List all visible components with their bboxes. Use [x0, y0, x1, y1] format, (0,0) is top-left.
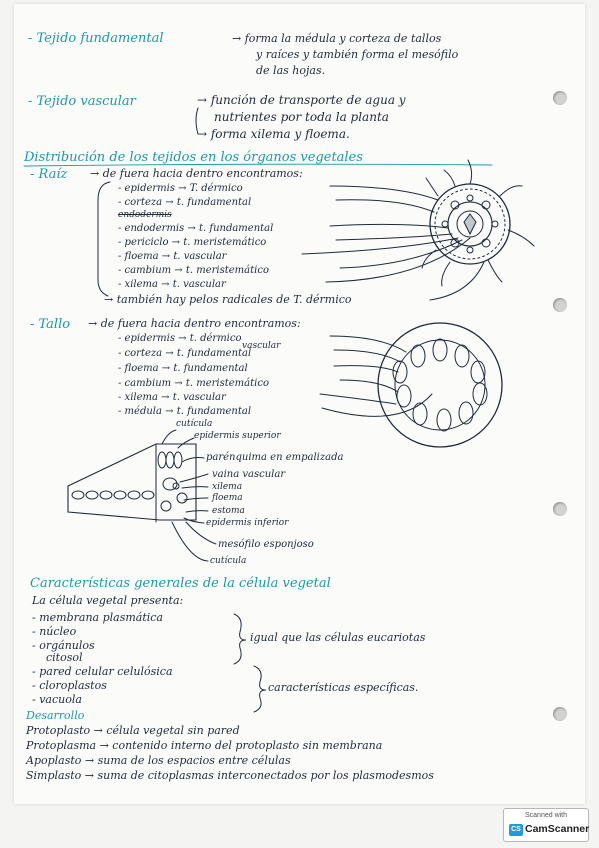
definition-line: Protoplasma → contenido interno del protoplasto sin membrana [26, 739, 383, 752]
celula-subtitle: La célula vegetal presenta: [32, 594, 184, 607]
celula-heading: Características generales de la célula vegetal [30, 576, 331, 591]
tejido-fundamental-line: → forma la médula y corteza de tallos [232, 32, 442, 45]
raiz-intro: → de fuera hacia dentro encontramos: [90, 167, 303, 180]
tejido-vascular-line: → función de transporte de agua y [197, 93, 406, 107]
root-section-drawing [422, 160, 534, 286]
leaf-section-drawing [68, 444, 196, 522]
raiz-brace [98, 182, 110, 296]
brace [254, 666, 266, 712]
distribucion-heading: Distribución de los tejidos en los órganos vegetales [24, 150, 363, 165]
tejido-fundamental-line: y raíces y también forma el mesófilo [256, 48, 459, 61]
hoja-label: xilema [212, 482, 243, 492]
raiz-item: - periciclo → t. meristemático [118, 237, 267, 248]
brace [234, 614, 246, 664]
hoja-label: mesófilo esponjoso [218, 539, 314, 550]
tejido-fundamental-line: de las hojas. [256, 64, 326, 77]
tejido-fundamental-title: - Tejido fundamental [28, 31, 164, 46]
bracket [196, 108, 198, 134]
hoja-label: vaina vascular [212, 469, 286, 480]
raiz-item-crossed: endodermis [118, 210, 172, 220]
celula-item: - pared celular celulósica [32, 665, 173, 678]
hoja-label: parénquima en empalizada [206, 452, 344, 463]
raiz-title: - Raíz [30, 167, 68, 182]
raiz-item: - endodermis → t. fundamental [118, 223, 274, 234]
tallo-item: - cambium → t. meristemático [118, 378, 269, 389]
tallo-item-insert: vascular [242, 341, 281, 351]
celula-item: - cloroplastos [32, 679, 107, 692]
raiz-item: - cambium → t. meristemático [118, 265, 269, 276]
celula-note: características específicas. [268, 681, 419, 694]
raiz-item: - floema → t. vascular [118, 251, 227, 262]
hoja-label: cutícula [176, 419, 213, 429]
tallo-item: - epidermis → t. dérmico [118, 333, 242, 344]
scanner-caption: Scanned with [524, 812, 568, 819]
heading-underline [24, 164, 492, 166]
scanner-name: CamScanner [525, 823, 590, 835]
tallo-item: - floema → t. fundamental [118, 363, 248, 374]
celula-note: igual que las células eucariotas [250, 631, 426, 644]
celula-item: - vacuola [32, 693, 82, 706]
raiz-item: - xilema → t. vascular [118, 279, 226, 290]
tallo-item: - corteza → t. fundamental [118, 348, 252, 359]
tejido-vascular-line: → forma xilema y floema. [197, 127, 350, 141]
stem-section-drawing [378, 323, 502, 447]
tallo-title: - Tallo [30, 317, 71, 332]
hoja-label: floema [212, 493, 243, 503]
tallo-item: - médula → t. fundamental [118, 406, 252, 417]
celula-item: - membrana plasmática [32, 611, 163, 624]
hoja-label: estoma [212, 506, 245, 516]
definition-line: Simplasto → suma de citoplasmas interconectados por los plasmodesmos [26, 769, 434, 782]
hoja-label: epidermis superior [194, 431, 281, 441]
hoja-label: epidermis inferior [206, 518, 289, 528]
raiz-item: - corteza → t. fundamental [118, 197, 252, 208]
raiz-footer: → también hay pelos radicales de T. dérmico [104, 293, 352, 306]
hoja-label: cutícula [210, 556, 247, 566]
celula-item: - núcleo [32, 625, 77, 638]
raiz-item: - epidermis → T. dérmico [118, 183, 243, 194]
tallo-item: - xilema → t. vascular [118, 392, 226, 403]
definition-line: Apoplasto → suma de los espacios entre células [26, 754, 291, 767]
camscanner-logo-icon: CS [509, 824, 523, 836]
scanner-badge [503, 808, 589, 842]
tejido-vascular-title: - Tejido vascular [28, 94, 136, 109]
defs-heading: Desarrollo [26, 709, 85, 722]
definition-line: Protoplasto → célula vegetal sin pared [26, 724, 240, 737]
tallo-intro: → de fuera hacia dentro encontramos: [88, 317, 301, 330]
tejido-vascular-line: nutrientes por toda la planta [214, 110, 389, 124]
celula-item: citosol [46, 651, 83, 664]
celula-item: - orgánulos [32, 639, 95, 652]
